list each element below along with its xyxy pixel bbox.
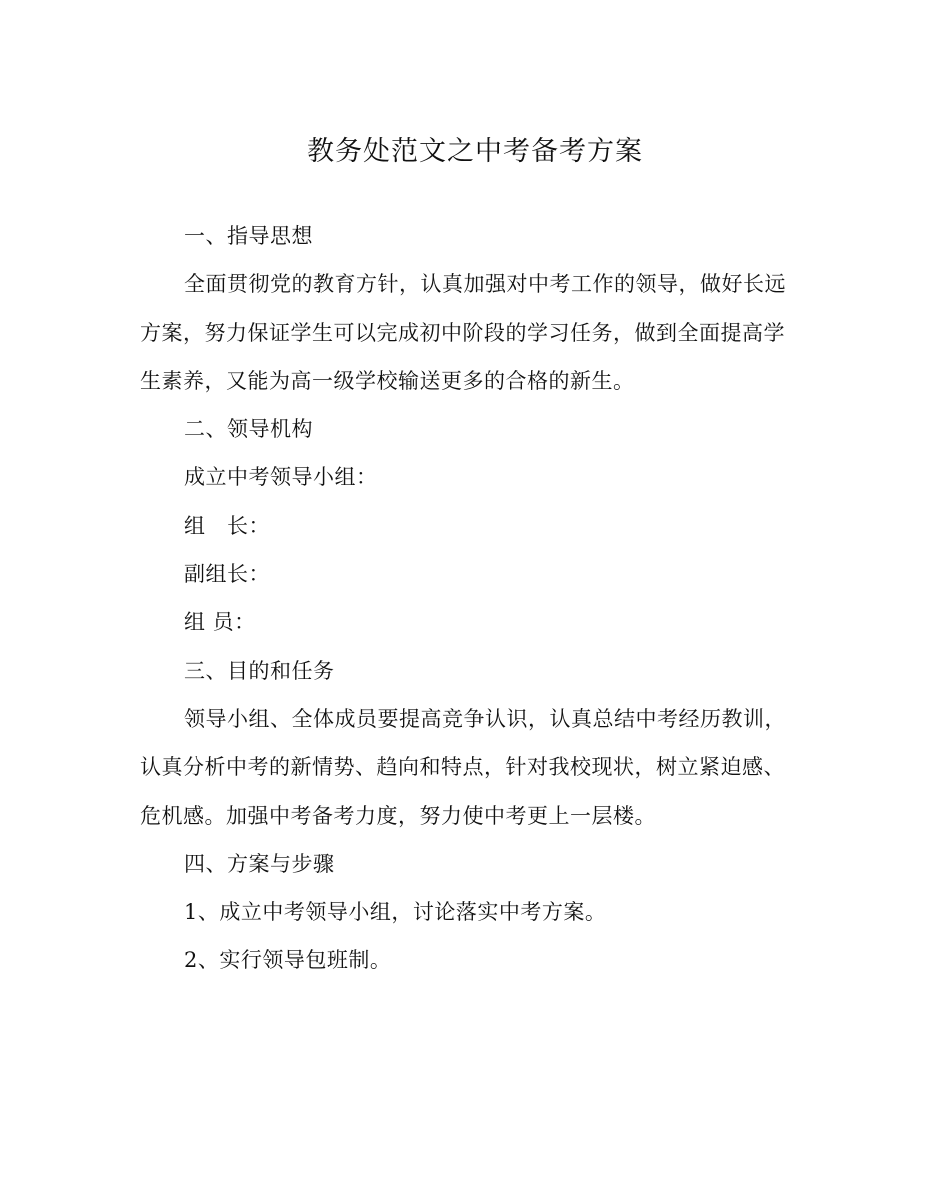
document-body [140,212,796,985]
list-item-step-1: 1、成立中考领导小组，讨论落实中考方案。 [184,900,607,925]
section-heading-plan-steps: 四、方案与步骤 [184,851,335,876]
document-title: 教务处范文之中考备考方案 [307,136,643,167]
section-heading-goals: 三、目的和任务 [184,658,335,683]
field-deputy-leader: 副组长： [184,562,270,587]
paragraph-goals: 领导小组、全体成员要提高竞争认识，认真总结中考经历教训，认真分析中考的新情势、趋向和特点，针对我校现状，树立紧迫感、危机感。加强中考备考力度，努力使中考更上一层楼。 [140,706,786,828]
section-heading-leadership: 二、领导机构 [184,417,313,442]
paragraph-leadership-group: 成立中考领导小组： [184,465,378,490]
field-group-members: 组 员： [184,610,256,635]
paragraph-guiding-ideology: 全面贯彻党的教育方针，认真加强对中考工作的领导，做好长远方案，努力保证学生可以完成初中阶段的学习任务，做到全面提高学生素养，又能为高一级学校输送更多的合格的新生。 [140,272,786,393]
list-item-step-2: 2、实行领导包班制。 [184,948,392,973]
field-group-leader: 组 长： [184,513,270,538]
section-heading-guiding-ideology: 一、指导思想 [184,224,313,248]
